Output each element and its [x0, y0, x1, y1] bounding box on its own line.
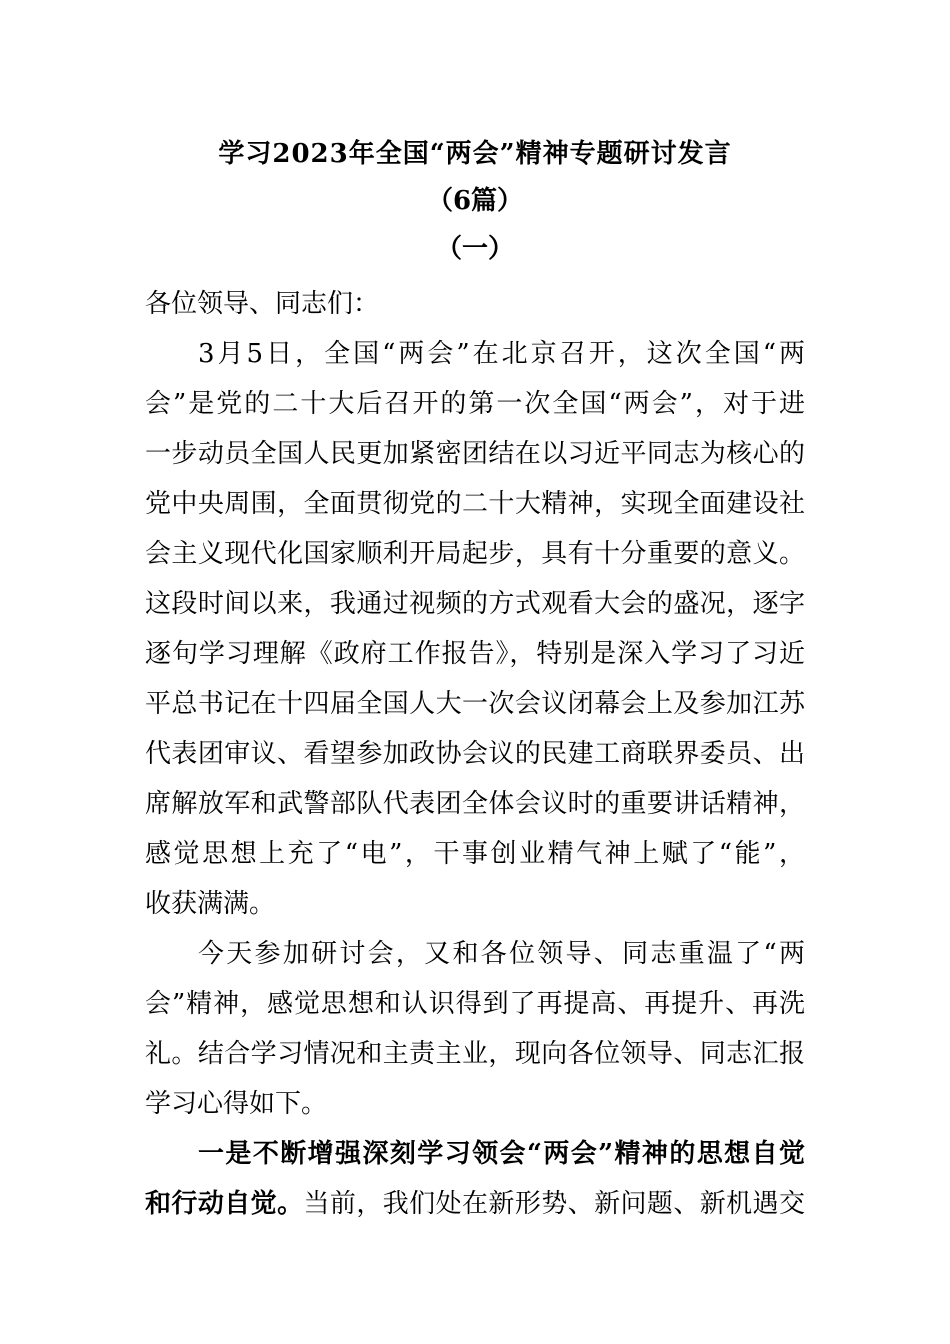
paragraph-1-line: 会”是党的二十大后召开的第一次全国“两会”，对于进 [145, 389, 805, 419]
paragraph-1-line: 党中央周围，全面贯彻党的二十大精神，实现全面建设社 [145, 489, 805, 519]
paragraph-1-line: 一步动员全国人民更加紧密团结在以习近平同志为核心的 [145, 439, 805, 469]
paragraph-1-line: 感觉思想上充了“电”，干事创业精气神上赋了“能”， [145, 839, 805, 869]
paragraph-1-line: 收获满满。 [145, 889, 276, 919]
paragraph-1-line: 代表团审议、看望参加政协会议的民建工商联界委员、出 [145, 739, 805, 769]
document-subtitle: （6篇） [426, 186, 524, 216]
paragraph-3-line [145, 1187, 805, 1221]
paragraph-3-bold-heading: 一是不断增强深刻学习领会“两会”精神的思想自觉 [198, 1139, 805, 1169]
paragraph-3-text: 当前，我们处在新形势、新问题、新机遇交 [303, 1189, 805, 1219]
paragraph-1-line: 会主义现代化国家顺利开局起步，具有十分重要的意义。 [145, 539, 805, 569]
paragraph-1-line: 3月5日，全国“两会”在北京召开，这次全国“两 [198, 339, 805, 369]
paragraph-2-line: 今天参加研讨会，又和各位领导、同志重温了“两 [198, 939, 805, 969]
paragraph-2-line: 会”精神，感觉思想和认识得到了再提高、再提升、再洗 [145, 989, 805, 1019]
paragraph-1-line: 席解放军和武警部队代表团全体会议时的重要讲话精神， [145, 789, 805, 819]
paragraph-3-line [198, 1137, 805, 1171]
paragraph-2-line: 学习心得如下。 [145, 1089, 328, 1119]
paragraph-1-line: 逐句学习理解《政府工作报告》，特别是深入学习了习近 [145, 639, 805, 669]
paragraph-1-line: 平总书记在十四届全国人大一次会议闭幕会上及参加江苏 [145, 689, 805, 719]
paragraph-1-line: 这段时间以来，我通过视频的方式观看大会的盛况，逐字 [145, 589, 805, 619]
document-title: 学习2023年全国“两会”精神专题研讨发言 [218, 139, 732, 169]
paragraph-2-line: 礼。结合学习情况和主责主业，现向各位领导、同志汇报 [145, 1039, 805, 1069]
salutation: 各位领导、同志们： [145, 289, 380, 319]
section-heading: （一） [435, 234, 514, 264]
paragraph-3-bold-heading-end: 和行动自觉。 [145, 1189, 304, 1219]
